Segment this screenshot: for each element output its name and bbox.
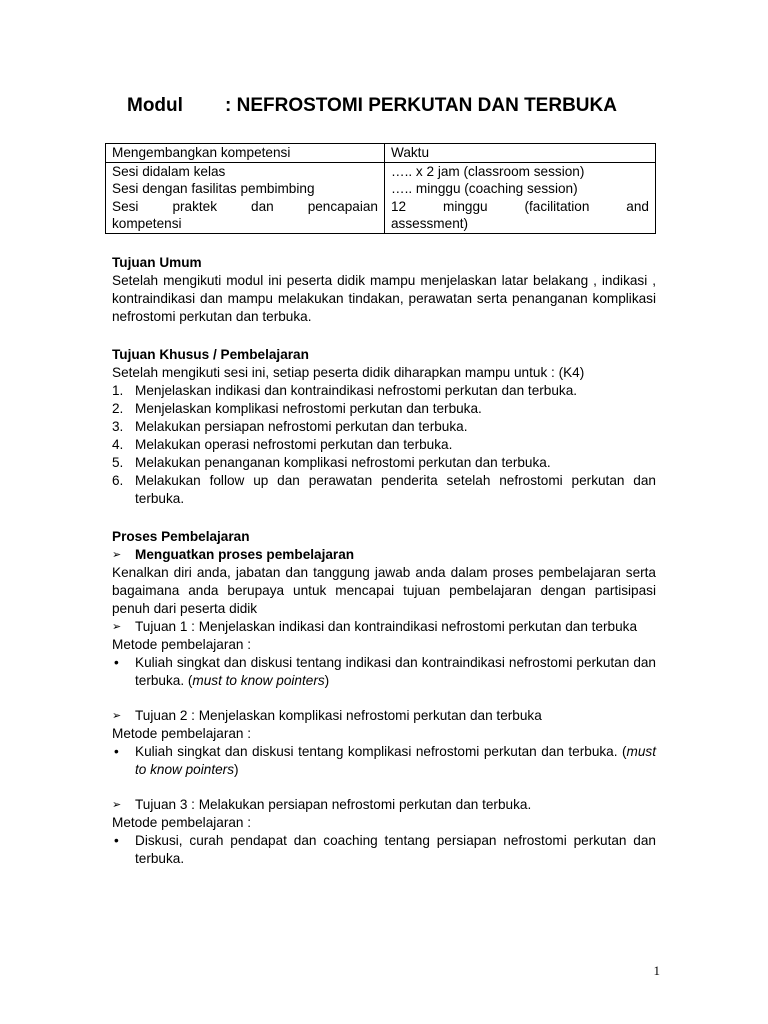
table-header-cell: Mengembangkan kompetensi (106, 144, 385, 163)
arrow-bullet-icon: ➢ (112, 548, 122, 561)
list-item (112, 418, 656, 436)
section-intro: Setelah mengikuti sesi ini, setiap peserta didik diharapkan mampu untuk : (K4) (112, 364, 585, 380)
list-item (112, 400, 656, 418)
list-item (112, 382, 656, 400)
session-table (105, 143, 656, 234)
table-cell (385, 162, 656, 233)
method-label: Metode pembelajaran : (112, 636, 252, 652)
objectives-list (112, 382, 656, 508)
tujuan-item (112, 707, 656, 725)
document-page (112, 94, 656, 868)
tujuan-item (112, 796, 656, 814)
list-text: Melakukan penanganan komplikasi nefrostomi perkutan dan terbuka. (135, 454, 551, 470)
module-label: Modul (127, 95, 183, 116)
list-item (112, 436, 656, 454)
list-item (112, 454, 656, 472)
table-row (106, 162, 656, 233)
section-paragraph: Setelah mengikuti modul ini peserta didik mampu menjelaskan latar belakang , indikasi , kontraindikasi dan mampu melakukan tindakan, perawatan serta penanganan komplikasi nefrostomi perkutan dan terbuka. (112, 272, 656, 324)
list-item (112, 472, 656, 508)
section-heading: Proses Pembelajaran (112, 528, 250, 544)
table-cell-text: Sesi dengan fasilitas pembimbing (112, 181, 315, 196)
sub-heading-text: Menguatkan proses pembelajaran (135, 546, 355, 562)
method-bullet (112, 832, 656, 868)
section-tujuan-umum (112, 254, 656, 326)
module-title: : NEFROSTOMI PERKUTAN DAN TERBUKA (225, 95, 617, 116)
table-header-row (106, 144, 656, 163)
bullet-emphasis: must to know pointers (135, 743, 656, 777)
arrow-bullet-icon: ➢ (112, 798, 122, 811)
method-label: Metode pembelajaran : (112, 814, 252, 830)
bullet-text-end: ) (234, 761, 239, 777)
bullet-text: Kuliah singkat dan diskusi tentang indikasi dan kontraindikasi nefrostomi perkutan dan terbuka. ( (135, 654, 656, 688)
bullet-text: Diskusi, curah pendapat dan coaching tentang persiapan nefrostomi perkutan dan terbuka. (135, 832, 656, 866)
section-paragraph: Kenalkan diri anda, jabatan dan tanggung jawab anda dalam proses pembelajaran serta bagaimana anda berupaya untuk mencapai tujuan pembelajaran dengan partisipasi penuh dari peserta didik (112, 564, 656, 616)
table-cell-text: ….. x 2 jam (classroom session) (391, 163, 585, 179)
method-bullet (112, 743, 656, 779)
list-text: Melakukan follow up dan perawatan penderita setelah nefrostomi perkutan dan terbuka. (135, 472, 656, 506)
list-text: Melakukan operasi nefrostomi perkutan dan terbuka. (135, 436, 453, 452)
tujuan-title: Tujuan 3 : Melakukan persiapan nefrostomi perkutan dan terbuka. (135, 796, 532, 812)
tujuan-title: Tujuan 1 : Menjelaskan indikasi dan kontraindikasi nefrostomi perkutan dan terbuka (135, 618, 637, 634)
list-number: 1. (112, 382, 124, 398)
section-proses-pembelajaran (112, 528, 656, 868)
bullet-text: Kuliah singkat dan diskusi tentang komplikasi nefrostomi perkutan dan terbuka. ( (135, 743, 627, 759)
list-text: Menjelaskan indikasi dan kontraindikasi nefrostomi perkutan dan terbuka. (135, 382, 578, 398)
section-heading: Tujuan Umum (112, 254, 202, 270)
table-cell-text: 12 minggu (facilitation and (391, 198, 649, 214)
table-cell-text: Sesi praktek dan pencapaian (112, 198, 378, 214)
method-bullet (112, 654, 656, 690)
bullet-icon: • (114, 832, 119, 848)
section-heading: Tujuan Khusus / Pembelajaran (112, 346, 309, 362)
list-number: 2. (112, 400, 124, 416)
tujuan-item (112, 618, 656, 636)
arrow-bullet-icon: ➢ (112, 620, 122, 633)
section-tujuan-khusus (112, 346, 656, 508)
list-text: Melakukan persiapan nefrostomi perkutan dan terbuka. (135, 418, 468, 434)
table-header-cell: Waktu (385, 144, 656, 163)
table-cell-text: ….. minggu (coaching session) (391, 181, 578, 196)
list-text: Menjelaskan komplikasi nefrostomi perkutan dan terbuka. (135, 400, 482, 416)
table-cell-text: Sesi didalam kelas (112, 163, 226, 179)
sub-heading (112, 546, 656, 564)
list-number: 6. (112, 472, 124, 488)
table-cell-text: assessment) (391, 216, 469, 231)
bullet-icon: • (114, 654, 119, 670)
arrow-bullet-icon: ➢ (112, 709, 122, 722)
bullet-icon: • (114, 743, 119, 759)
page-title (127, 94, 656, 118)
bullet-text-end: ) (324, 672, 330, 688)
list-number: 3. (112, 418, 124, 434)
tujuan-title: Tujuan 2 : Menjelaskan komplikasi nefrostomi perkutan dan terbuka (135, 707, 542, 723)
list-number: 5. (112, 454, 124, 470)
bullet-emphasis: must to know pointers (192, 672, 325, 688)
list-number: 4. (112, 436, 124, 452)
page-number: 1 (653, 963, 660, 978)
method-label: Metode pembelajaran : (112, 725, 252, 741)
table-cell (106, 162, 385, 233)
table-cell-text: kompetensi (112, 216, 182, 231)
